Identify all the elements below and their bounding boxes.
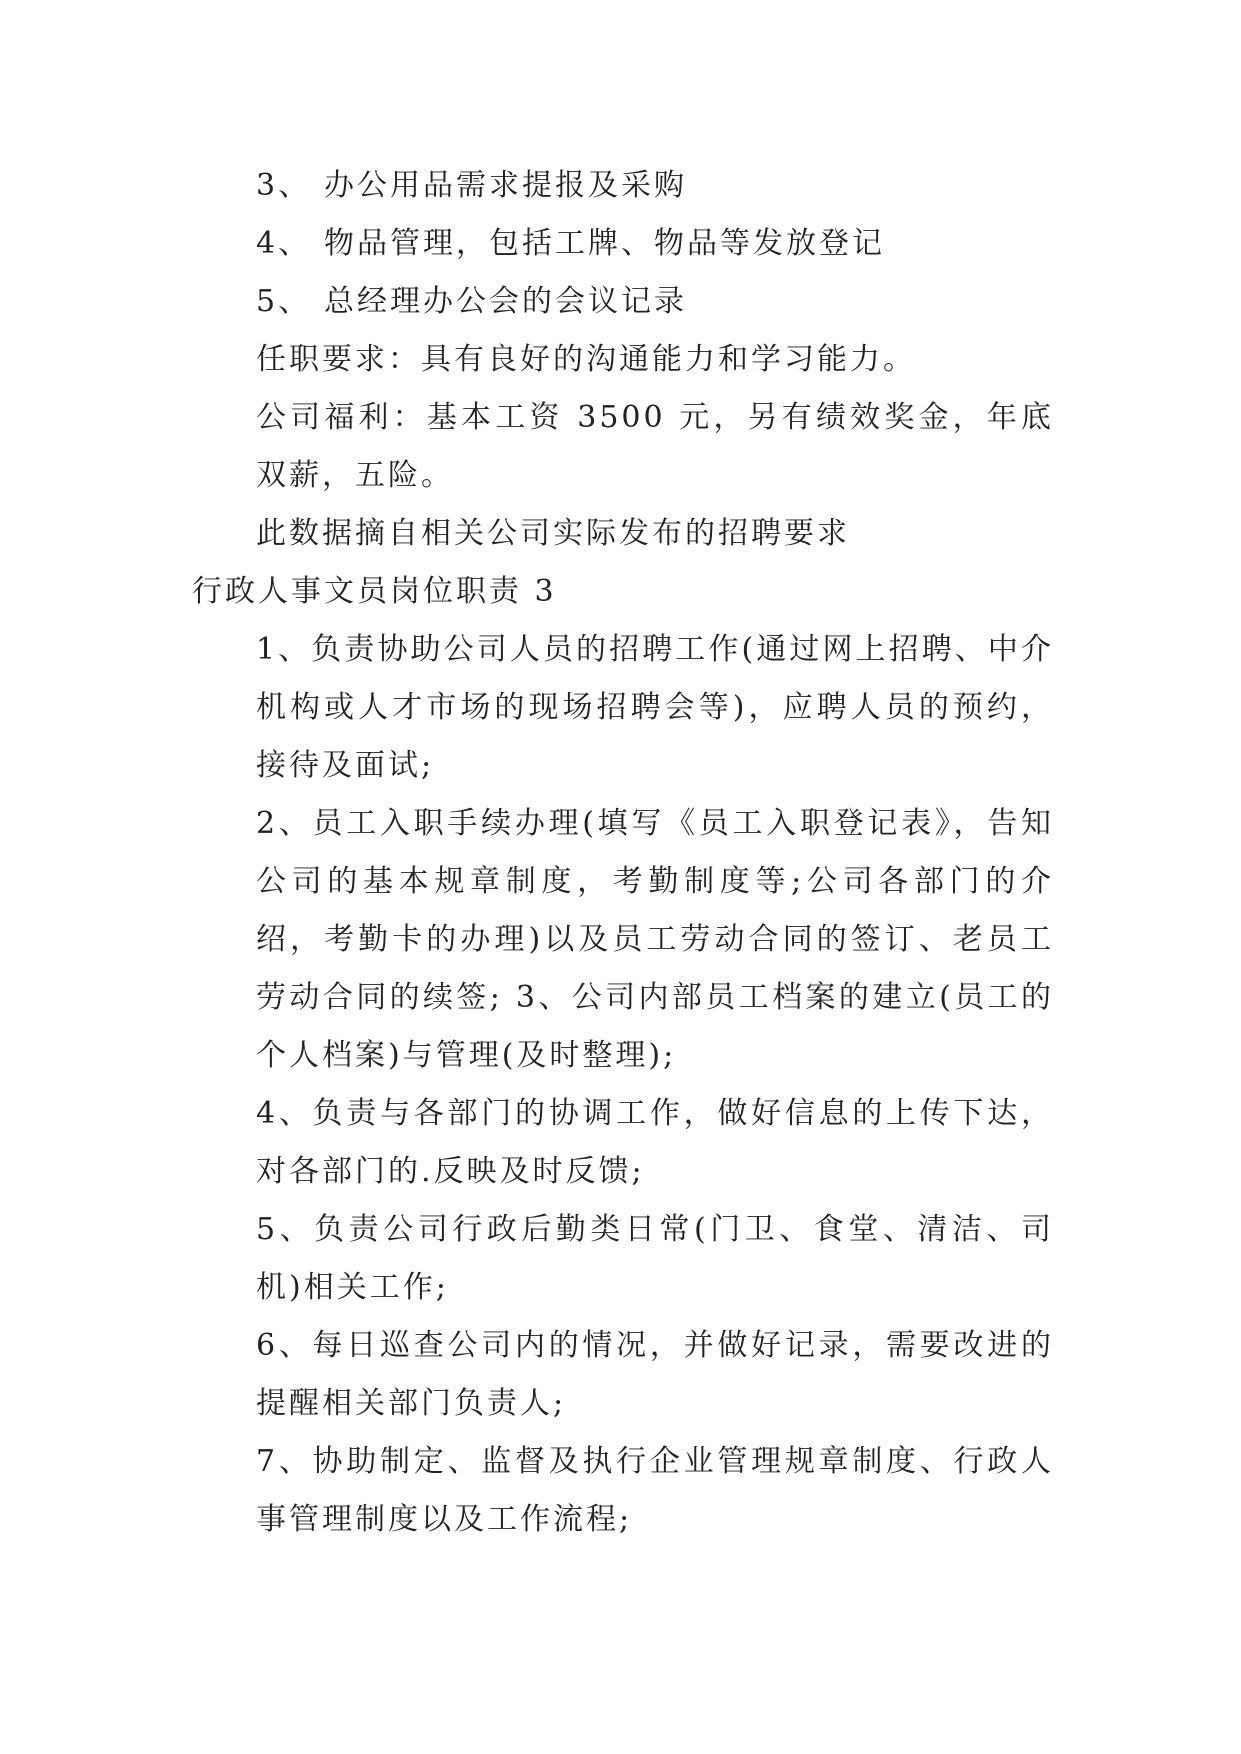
list-item-number: 4、 xyxy=(256,226,312,261)
benefits-paragraph: 公司福利：基本工资 3500 元，另有绩效奖金，年底双薪，五险。 xyxy=(256,400,1054,493)
list-item-number: 5、 xyxy=(256,284,312,319)
list-item xyxy=(192,157,1054,215)
list-item-number: 3、 xyxy=(256,168,312,203)
duty-paragraph: 4、负责与各部门的协调工作，做好信息的上传下达，对各部门的.反映及时反馈; xyxy=(256,1096,1054,1189)
duty-paragraph: 5、负责公司行政后勤类日常(门卫、食堂、清洁、司机)相关工作; xyxy=(256,1212,1054,1305)
duty-paragraph: 1、负责协助公司人员的招聘工作(通过网上招聘、中介机构或人才市场的现场招聘会等)，应聘人员的预约，接待及面试; xyxy=(256,632,1054,783)
source-note: 此数据摘自相关公司实际发布的招聘要求 xyxy=(256,516,850,551)
list-item-text: 办公用品需求提报及采购 xyxy=(324,168,687,203)
list-item-text: 总经理办公会的会议记录 xyxy=(324,284,687,319)
section-title: 行政人事文员岗位职责 3 xyxy=(192,574,557,609)
duty-paragraph: 2、员工入职手续办理(填写《员工入职登记表》，告知公司的基本规章制度，考勤制度等;公司各部门的介绍，考勤卡的办理)以及员工劳动合同的签订、老员工劳动合同的续签; 3、公司内部员工档案的建立(员工的个人档案)与管理(及时整理); xyxy=(256,806,1054,1073)
list-item xyxy=(192,273,1054,331)
list-item-text: 物品管理，包括工牌、物品等发放登记 xyxy=(324,226,885,261)
duty-paragraph: 6、每日巡查公司内的情况，并做好记录，需要改进的提醒相关部门负责人; xyxy=(256,1328,1054,1421)
duty-paragraph: 7、协助制定、监督及执行企业管理规章制度、行政人事管理制度以及工作流程; xyxy=(256,1444,1054,1537)
list-item xyxy=(192,215,1054,273)
requirements-paragraph: 任职要求：具有良好的沟通能力和学习能力。 xyxy=(256,342,916,377)
document-body xyxy=(192,157,1054,1549)
